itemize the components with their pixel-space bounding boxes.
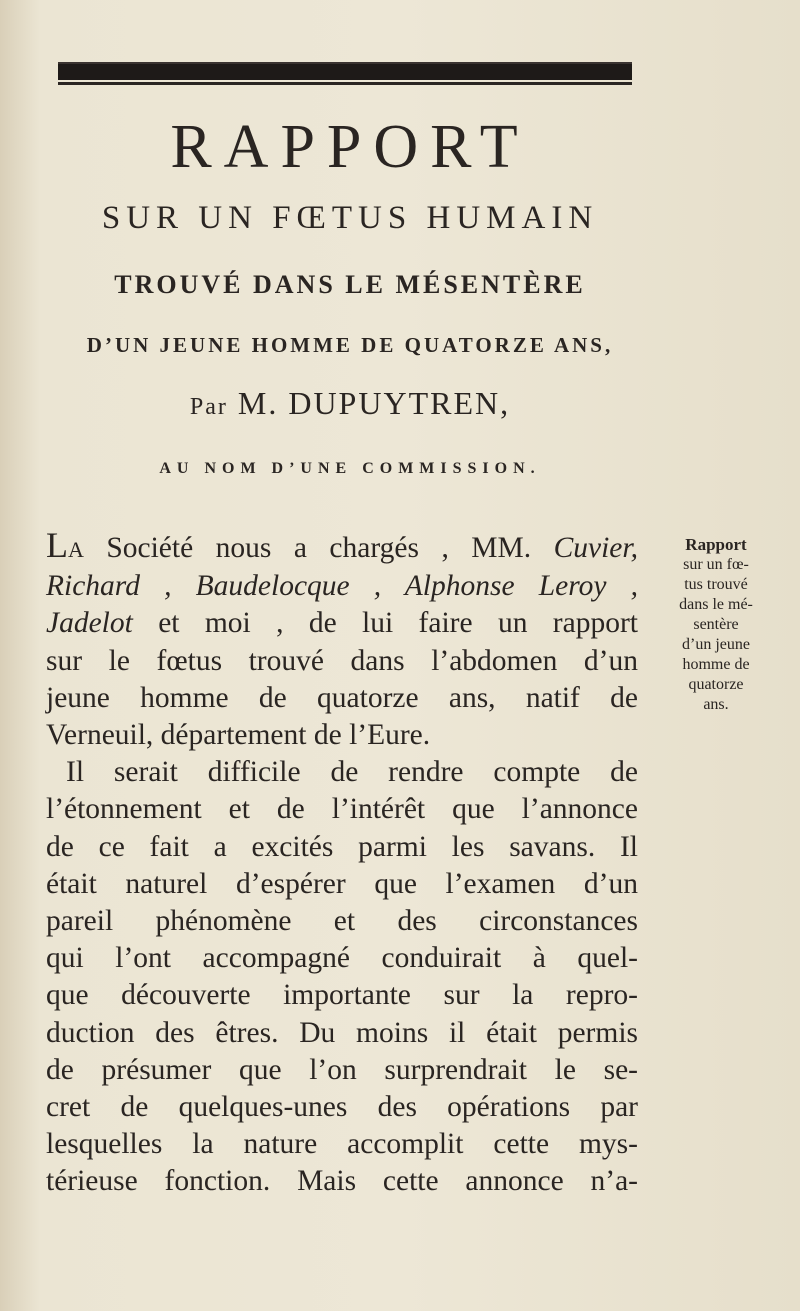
margin-note-line: d’un jeune — [682, 636, 750, 653]
text-line — [46, 866, 638, 903]
text-line — [46, 605, 638, 642]
thin-rule — [58, 82, 632, 85]
drop-cap: L — [46, 525, 68, 565]
margin-note-line: quatorze — [688, 676, 744, 693]
text-line — [46, 527, 638, 568]
text-line — [46, 903, 638, 940]
subtitle-line-1: SUR UN FŒTUS HUMAIN — [101, 200, 599, 236]
text-line — [46, 1052, 638, 1089]
line-text: de présumer que l’on surprendrait le se- — [46, 1053, 638, 1086]
line-text: qui l’ont accompagné conduirait à quel- — [46, 942, 638, 975]
text-line — [46, 1163, 638, 1200]
line-text: sur le fœtus trouvé dans l’abdomen d’un — [46, 644, 638, 677]
text-line — [46, 1126, 638, 1163]
line-text: pareil phénomène et des circonstances — [46, 905, 638, 938]
commission-line: AU NOM D’UNE COMMISSION. — [159, 460, 541, 477]
margin-note-line: ans. — [703, 696, 729, 713]
line-text: était naturel d’espérer que l’examen d’un — [46, 867, 638, 900]
line-text: lesquelles la nature accomplit cette mys- — [46, 1128, 638, 1161]
text-line — [46, 1015, 638, 1052]
line-text: Il serait difficile de rendre compte de — [66, 756, 638, 789]
margin-note-line: sentère — [693, 616, 739, 633]
text-line — [46, 643, 638, 680]
text-line — [46, 754, 638, 791]
margin-note — [652, 535, 780, 715]
line-text: térieuse fonction. Mais cette annonce n’a- — [46, 1165, 638, 1198]
author-line — [0, 385, 700, 422]
line-text: Verneuil, département de l’Eure. — [46, 719, 431, 752]
line-text: jeune homme de quatorze ans, natif de — [46, 681, 638, 714]
line-text: que découverte importante sur la repro- — [46, 979, 638, 1012]
text-line — [46, 791, 638, 828]
line-text: Société nous a chargés , MM. — [83, 532, 554, 564]
subtitle-line-2: TROUVÉ DANS LE MÉSENTÈRE — [114, 270, 586, 299]
margin-note-line: tus trouvé — [684, 576, 748, 593]
margin-note-line: dans le mé- — [679, 596, 753, 613]
page-title: RAPPORT — [170, 113, 530, 181]
text-line — [46, 940, 638, 977]
line-text: duction des êtres. Du moins il était permis — [46, 1016, 638, 1049]
ornamental-rule — [58, 62, 632, 80]
body-text — [46, 527, 638, 1201]
line-text: l’étonnement et de l’intérêt que l’annonce — [46, 793, 638, 826]
italic-name: Richard , Baudelocque , Alphonse Leroy , — [46, 570, 638, 603]
line-text: cret de quelques-unes des opérations par — [46, 1091, 638, 1124]
italic-name: Cuvier, — [553, 532, 638, 564]
text-line — [46, 829, 638, 866]
text-line — [46, 717, 638, 754]
margin-note-line: sur un fœ- — [683, 556, 749, 573]
line-text: et moi , de lui faire un rapport — [132, 607, 638, 640]
author-prefix: Par — [189, 394, 228, 420]
line-text: de ce fait a excités parmi les savans. Il — [46, 830, 638, 863]
text-line — [46, 977, 638, 1014]
text-line — [46, 680, 638, 717]
margin-note-heading: Rapport — [685, 535, 747, 554]
text-line — [46, 1089, 638, 1126]
small-cap: A — [68, 537, 84, 562]
italic-name: Jadelot — [46, 607, 133, 640]
author-name: M. DUPUYTREN, — [237, 385, 511, 421]
margin-note-line: homme de — [682, 656, 750, 673]
subtitle-line-3: D’UN JEUNE HOMME DE QUATORZE ANS, — [86, 333, 614, 357]
text-line — [46, 568, 638, 605]
